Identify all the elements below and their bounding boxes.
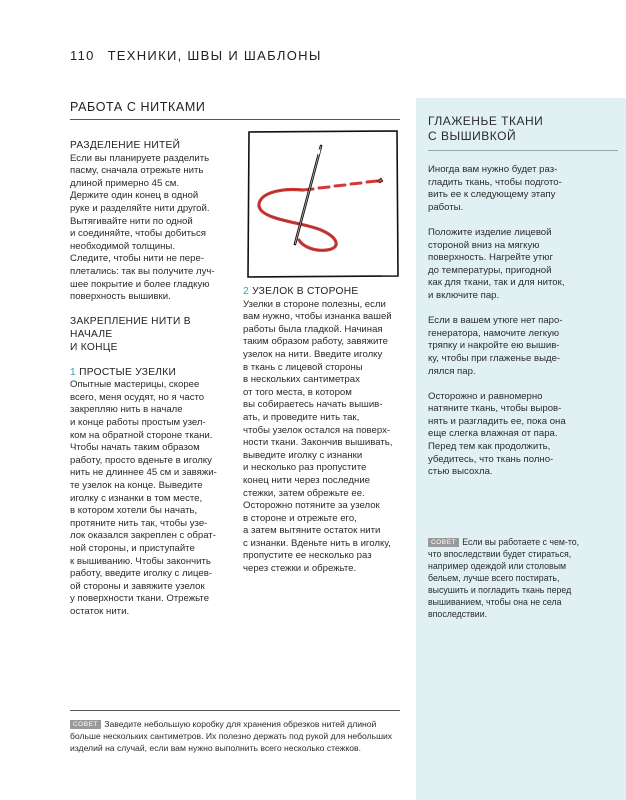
text-line: с изнанки. Вденьте нить в иголку, [243, 537, 391, 549]
bottom-tip [70, 718, 410, 754]
text-line: и конце работы простым узел- [70, 417, 206, 429]
tip-text [428, 537, 579, 619]
text-line: необходимой толщины. [70, 240, 175, 252]
text-line: например одеждой или столовым [428, 561, 567, 571]
text-line: изделий на случай, если вам нужно выполнить всего несколько стежков. [70, 743, 361, 753]
text-line: работы. [428, 201, 464, 213]
text-line: плетались: так вы получите луч- [70, 265, 215, 277]
text-line: вам нужно, чтобы изнанка вашей [243, 311, 392, 323]
divider [70, 710, 400, 711]
text-line: выведите иголку с изнанки [243, 449, 363, 461]
text-line: Осторожно и равномерно [428, 390, 543, 402]
text-line: ЗАКРЕПЛЕНИЕ НИТИ В НАЧАЛЕ [70, 316, 191, 340]
text-line: те узелок на конце. Выведите [70, 480, 203, 492]
text-line: нить не длиннее 45 см и завяжи- [70, 467, 217, 479]
text-line: ной стороны, и приступайте [70, 543, 195, 554]
text-line: ности ткани. Закончив вышивать, [243, 437, 393, 449]
stitch-line [303, 181, 377, 190]
text-line: натяните ткань, чтобы выров- [428, 403, 562, 415]
text-line: ГЛАЖЕНЬЕ ТКАНИ [428, 114, 544, 128]
text-line: что впоследствии будет стираться, [428, 549, 572, 559]
text-line: вить ее к следующему этапу [428, 189, 556, 201]
text-line: Опытные мастерицы, скорее [70, 379, 200, 391]
text-line: лялся пар. [428, 365, 476, 377]
text-line: бельем, лучше всего постирать, [428, 573, 560, 583]
column-2 [243, 286, 411, 576]
subheading-away-knot [243, 286, 411, 299]
thread-loop [259, 190, 336, 251]
sidebar-paragraph-3 [428, 315, 578, 378]
text-line: С ВЫШИВКОЙ [428, 129, 517, 143]
text-line: убедитесь, что ткань полно- [428, 453, 554, 465]
paragraph-simple-knots [70, 379, 228, 618]
sidebar-column [428, 164, 578, 479]
text-line: Осторожно потяните за узелок [243, 500, 380, 512]
sidebar-paragraph-2 [428, 227, 578, 303]
text-line: поверхность вышивки. [70, 291, 171, 303]
text-line: в стороне и отрежьте его, [243, 512, 357, 524]
tip-badge: СОВЕТ [70, 720, 101, 729]
text-line: закрепляю нить в начале [70, 404, 183, 416]
text-line: а затем вытяните остаток нити [243, 525, 381, 537]
text-line: ку, чтобы при глаженье выде- [428, 352, 561, 364]
text-line: таким образом работу, завяжите [243, 336, 388, 348]
text-line: впоследствии. [428, 609, 488, 619]
text-line: руке и разделяйте нити другой. [70, 202, 210, 214]
page-number: 110 [70, 48, 95, 63]
tip-badge: СОВЕТ [428, 538, 459, 547]
step-label: УЗЕЛОК В СТОРОНЕ [252, 286, 359, 297]
text-line: гладить ткань, чтобы подгото- [428, 176, 562, 188]
text-line: Если в вашем утюге нет паро- [428, 315, 563, 327]
step-number: 2 [243, 286, 249, 297]
text-line: ой стороны и завяжите узелок [70, 580, 205, 592]
text-line: больше нескольких сантиметров. Их полезно держать под рукой для небольших [70, 731, 393, 741]
text-line: и включите пар. [428, 289, 500, 301]
heading-separating-threads: РАЗДЕЛЕНИЕ НИТЕЙ [70, 140, 181, 151]
text-line: стежки, затем обрежьте ее. [243, 487, 365, 499]
text-line: как для ткани, так и для ниток, [428, 277, 565, 289]
section-title: РАБОТА С НИТКАМИ [70, 100, 400, 120]
text-line: И КОНЦЕ [70, 341, 118, 353]
text-line: Перед тем как продолжить, [428, 441, 551, 453]
chapter-title: ТЕХНИКИ, ШВЫ И ШАБЛОНЫ [107, 48, 322, 63]
text-line: в ткань с лицевой стороны [243, 361, 363, 373]
text-line: у поверхности ткани. Отрежьте [70, 593, 210, 605]
step-label: ПРОСТЫЕ УЗЕЛКИ [79, 366, 177, 378]
text-line: тряпку и накройте ею вышив- [428, 340, 560, 352]
text-line: ком на обратной стороне ткани. [70, 429, 213, 441]
text-line: Узелки в стороне полезны, если [243, 298, 386, 310]
text-line: чтобы узелок остался на поверх- [243, 424, 391, 436]
text-line: в нескольких сантиметрах [243, 374, 360, 386]
text-line: еще слегка влажная от пара. [428, 428, 558, 440]
text-line: Заведите небольшую коробку для хранения обрезков нитей длиной [104, 719, 377, 729]
text-line: к вышиванию. Чтобы закончить [70, 555, 211, 567]
text-line: вы собираетесь начать вышив- [243, 399, 383, 411]
text-line: ать, и проведите нить так, [243, 411, 360, 423]
paragraph-away-knot [243, 299, 411, 576]
text-line: всего, меня осудят, но я часто [70, 391, 205, 403]
tip-text [70, 719, 392, 753]
text-line: и несколько раз пропустите [243, 462, 367, 474]
text-line: Если вы планируете разделить [70, 152, 210, 164]
text-line: протяните нить так, чтобы узе- [70, 517, 208, 529]
text-line: лок оказался закреплен с обрат- [70, 530, 216, 542]
text-line: Иногда вам нужно будет раз- [428, 164, 558, 175]
heading-fastening-thread [70, 316, 228, 354]
text-line: генератора, намочите легкую [428, 327, 560, 339]
text-line: Если вы работаете с чем-то, [462, 537, 580, 547]
subheading-simple-knots [70, 367, 228, 380]
text-line: стороной вниз на мягкую [428, 239, 540, 251]
text-line: пасму, сначала отрежьте нить [70, 165, 204, 177]
fabric-frame [248, 131, 398, 277]
text-line: стью высохла. [428, 466, 493, 478]
text-line: Держите один конец в одной [70, 190, 199, 202]
text-line: от того места, в котором [243, 386, 352, 398]
text-line: в котором хотели бы начать, [70, 505, 198, 517]
text-line: конец нити через последние [243, 474, 371, 486]
sidebar-paragraph-4 [428, 391, 578, 479]
text-line: работу, просто вденьте в иголку [70, 454, 212, 466]
text-line: Вытягивайте нити по одной [70, 215, 193, 227]
text-line: иголку с изнанки в том месте, [70, 492, 203, 504]
text-line: пропустите ее несколько раз [243, 550, 372, 562]
sidebar-title [428, 114, 618, 151]
fabric-knot [377, 178, 383, 183]
text-line: Положите изделие лицевой [428, 226, 552, 238]
text-line: через стежки и обрежьте. [243, 563, 357, 575]
text-line: и соединяйте, чтобы добиться [70, 228, 206, 240]
text-line: работу, введите иголку с лицев- [70, 568, 212, 580]
embroidery-illustration [243, 126, 403, 280]
paragraph-separating [70, 153, 228, 304]
sidebar-paragraph-1 [428, 164, 578, 214]
sidebar-tip [428, 536, 588, 620]
step-number: 1 [70, 366, 76, 378]
text-line: работы была гладкой. Начиная [243, 323, 383, 335]
running-header [70, 48, 322, 63]
text-line: шее покрытие и более гладкую [70, 278, 210, 290]
text-line: вышиванием, чтобы она не села [428, 597, 562, 607]
thread-outline [259, 190, 336, 251]
text-line: остаток нити. [70, 605, 130, 617]
text-line: узелок на нити. Введите иголку [243, 348, 383, 360]
text-line: длиной примерно 45 см. [70, 177, 180, 189]
text-line: поверхность. Нагрейте утюг [428, 252, 553, 264]
text-line: нять и разгладить ее, пока она [428, 415, 566, 427]
text-line: Чтобы начать таким образом [70, 442, 200, 454]
text-line: высушить и погладить ткань перед [428, 585, 572, 595]
text-line: до температуры, пригодной [428, 264, 552, 276]
column-1 [70, 140, 228, 619]
text-line: Следите, чтобы нити не пере- [70, 253, 205, 265]
